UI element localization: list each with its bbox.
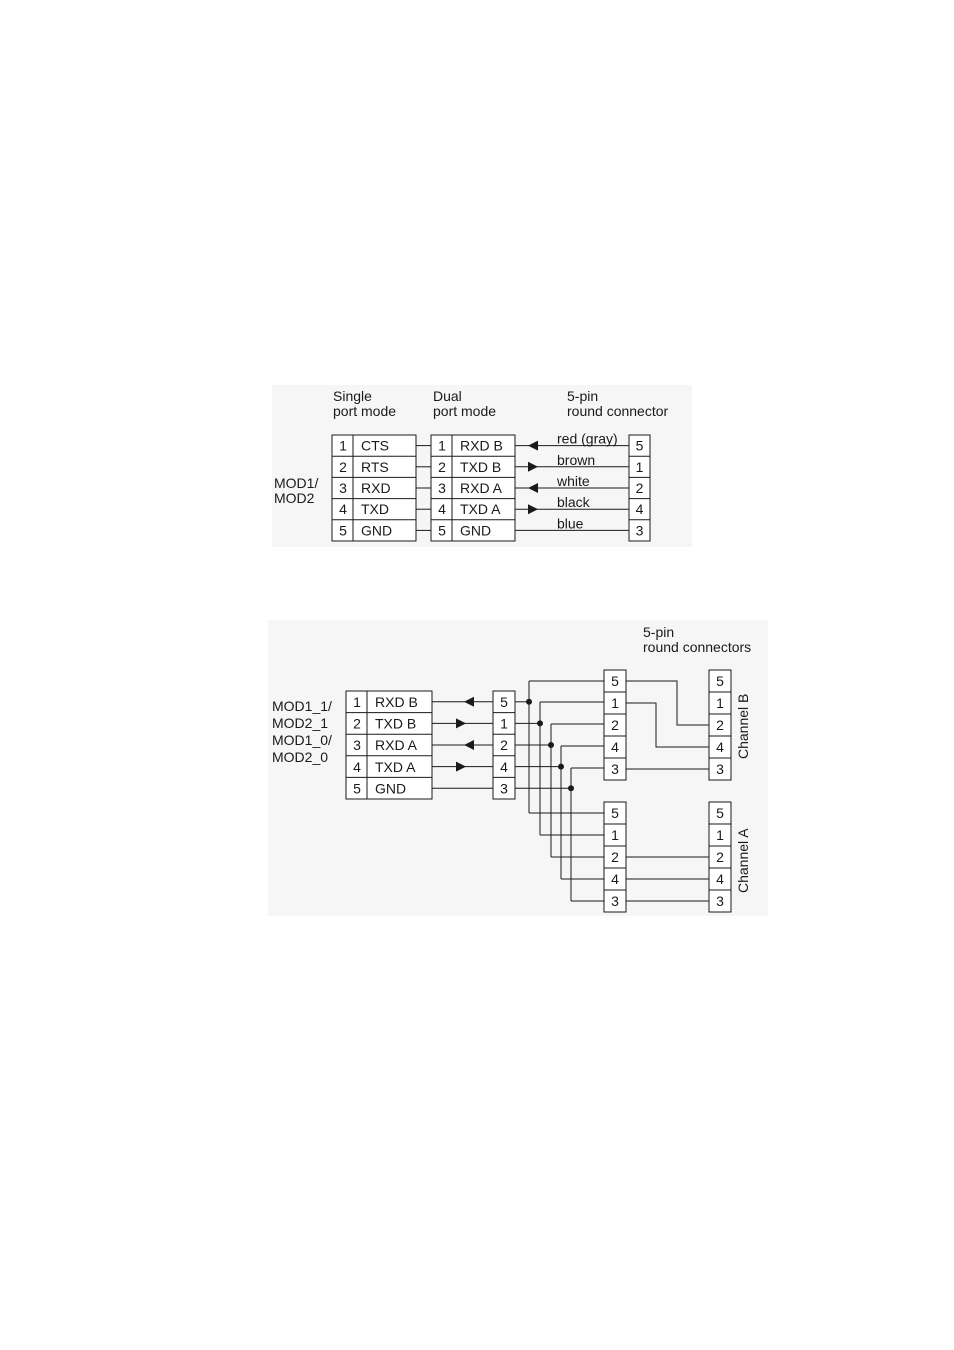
module-signal: TXD B (375, 715, 417, 732)
round-connectors-header-line2: round connectors (643, 639, 752, 655)
junction-dot (568, 785, 574, 791)
round-header-line2: round connector (567, 403, 669, 419)
module-pin: 1 (353, 694, 361, 710)
single-pin: 5 (339, 522, 347, 539)
cable-pin: 4 (500, 758, 508, 775)
channel-a-pin: 5 (611, 805, 619, 821)
single-header-line2: port mode (333, 403, 397, 419)
channel-b-far-connector (709, 670, 731, 780)
wire-color-label: white (557, 473, 590, 489)
module-pin: 3 (353, 737, 361, 754)
diagram2-background (268, 620, 768, 916)
dual-signal: GND (460, 522, 492, 539)
module-connector (346, 691, 432, 799)
wire-color-label: blue (557, 515, 584, 532)
channel-a-connector (604, 802, 626, 912)
single-port-connector (332, 435, 416, 541)
wire-color-label: black (557, 494, 590, 511)
cable-pin: 5 (500, 694, 508, 710)
junction-dot (537, 720, 543, 726)
module-pin: 2 (353, 715, 361, 732)
channel-b-far-pin: 2 (716, 717, 724, 733)
channel-a-far-pin: 1 (716, 827, 724, 843)
module-signal: RXD A (375, 737, 418, 754)
single-signal: CTS (361, 437, 389, 454)
wire-color-label: brown (557, 451, 596, 468)
channel-b-far-pin: 5 (716, 673, 724, 689)
dual-pin: 4 (438, 501, 446, 518)
module-signal: GND (375, 780, 407, 797)
channel-a-far-pin: 4 (716, 871, 724, 887)
cable-pin: 2 (500, 737, 508, 754)
junction-dot (558, 764, 564, 770)
single-pin: 2 (339, 458, 347, 475)
single-pin: 3 (339, 480, 347, 496)
cable-pin: 1 (500, 715, 508, 732)
round-pin: 1 (635, 458, 644, 475)
channel-b-pin: 5 (611, 673, 619, 689)
mod-label-line3: MOD1_0/ (272, 732, 332, 748)
mod-label-line2: MOD2 (274, 490, 315, 506)
dual-pin: 2 (438, 458, 446, 475)
mod-label-line4: MOD2_0 (272, 749, 329, 765)
channel-b-far-pin: 4 (716, 739, 724, 755)
channel-a-far-pin: 3 (716, 893, 724, 909)
dual-signal: RXD A (460, 480, 503, 496)
channel-a-pin: 3 (611, 893, 619, 909)
wire-color-label: red (gray) (557, 430, 618, 447)
dual-signal: TXD A (460, 501, 501, 518)
round-pin: 3 (635, 522, 644, 539)
dual-pin: 1 (438, 437, 446, 454)
round-header-line1: 5-pin (567, 388, 599, 404)
module-signal: TXD A (375, 758, 416, 775)
dual-pin: 3 (438, 480, 446, 496)
cable-pin: 3 (500, 780, 508, 797)
module-pin: 5 (353, 780, 361, 797)
dual-port-connector (431, 435, 515, 541)
dual-header-line1: Dual (433, 388, 462, 404)
dual-header-line2: port mode (433, 403, 497, 419)
round-pin: 2 (635, 480, 644, 496)
channel-b-pin: 4 (611, 739, 619, 755)
single-signal: GND (361, 522, 393, 539)
junction-dot (548, 742, 554, 748)
single-pin: 4 (339, 501, 347, 518)
single-signal: RXD (361, 480, 391, 496)
round-connector (629, 435, 650, 541)
channel-b-far-pin: 1 (716, 695, 724, 711)
single-pin: 1 (339, 437, 347, 454)
single-signal: RTS (361, 458, 389, 475)
dual-signal: TXD B (460, 458, 502, 475)
channel-a-far-pin: 5 (716, 805, 724, 821)
channel-a-pin: 2 (611, 849, 619, 865)
channel-b-pin: 2 (611, 717, 619, 733)
channel-a-label: Channel A (735, 828, 751, 893)
module-pin: 4 (353, 758, 361, 775)
channel-a-far-pin: 2 (716, 849, 724, 865)
round-pin: 5 (635, 437, 644, 454)
cable-pin-box (493, 691, 515, 799)
channel-b-far-pin: 3 (716, 761, 724, 777)
channel-b-pin: 1 (611, 695, 619, 711)
single-header-line1: Single (333, 388, 372, 404)
channel-b-connector (604, 670, 626, 780)
module-signal: RXD B (375, 694, 418, 710)
channel-b-pin: 3 (611, 761, 619, 777)
dual-signal: RXD B (460, 437, 503, 454)
round-connectors-header-line1: 5-pin (643, 624, 675, 640)
channel-a-pin: 4 (611, 871, 619, 887)
channel-a-pin: 1 (611, 827, 619, 843)
single-signal: TXD (361, 501, 389, 518)
junction-dot (526, 699, 532, 705)
mod-label-line2: MOD2_1 (272, 715, 329, 731)
channel-b-label: Channel B (735, 693, 751, 759)
channel-a-far-connector (709, 802, 731, 912)
mod-label-line1: MOD1_1/ (272, 698, 332, 714)
mod-label-line1: MOD1/ (274, 475, 319, 491)
dual-pin: 5 (438, 522, 446, 539)
round-pin: 4 (635, 501, 644, 518)
